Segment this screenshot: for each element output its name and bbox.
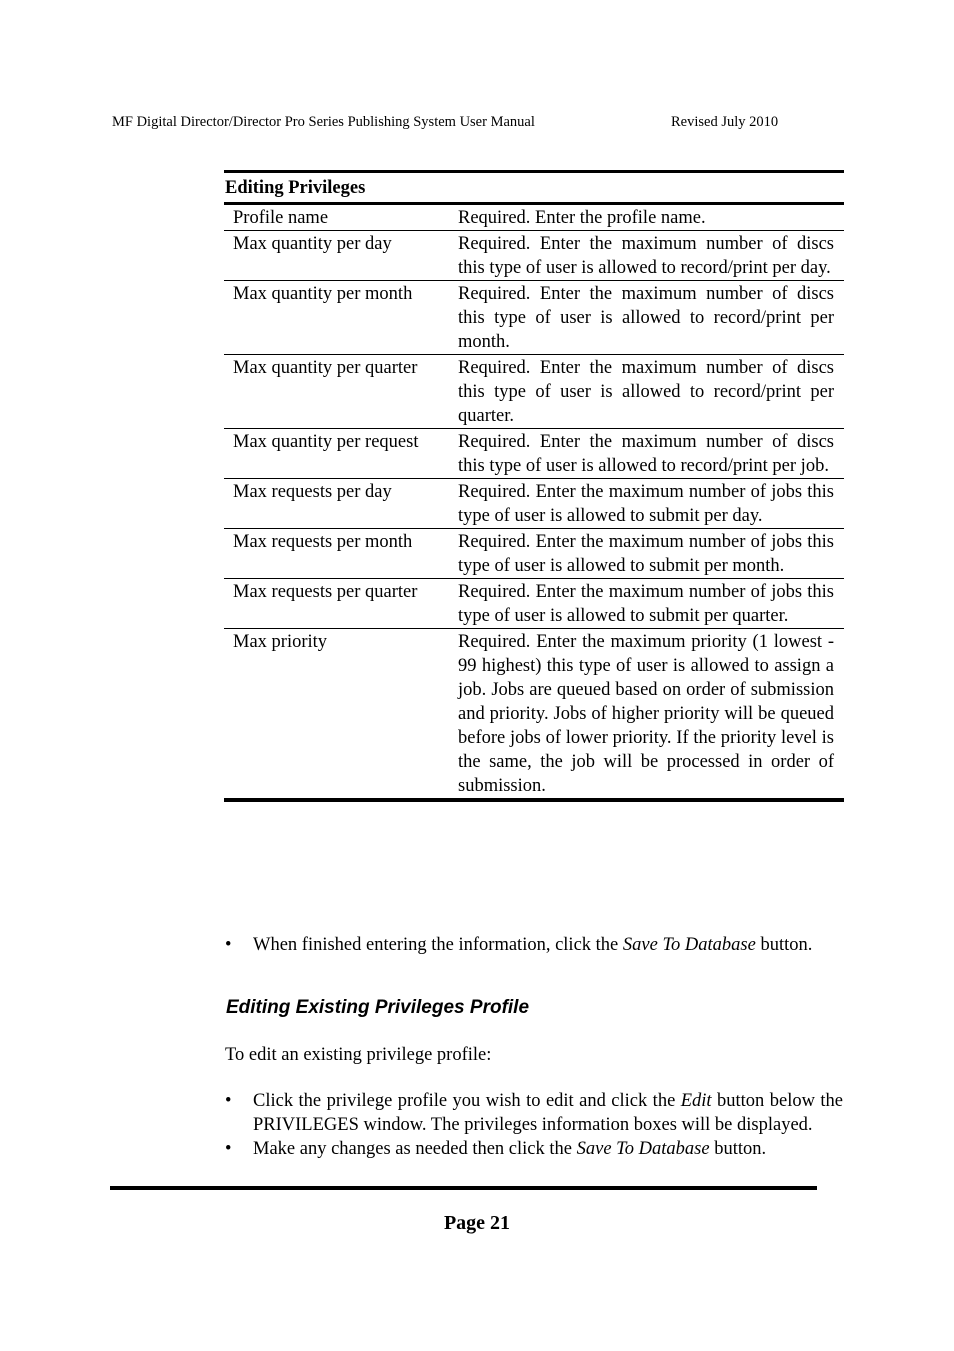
field-name: Profile name xyxy=(224,204,458,231)
editing-privileges-table xyxy=(224,170,844,802)
table-row xyxy=(224,355,844,429)
page-number: Page 21 xyxy=(443,1212,511,1234)
field-description: Required. Enter the maximum priority (1 lowest - 99 highest) this type of user is allowed to assign a job. Jobs are queued based on order of submission and priority. Jobs of higher priority will be queued before jobs of lower priority. If the priority level is the same, the job will be processed in order of submission. xyxy=(458,629,844,801)
field-description: Required. Enter the maximum number of jobs this type of user is allowed to submit per month. xyxy=(458,529,844,579)
field-description: Required. Enter the maximum number of jobs this type of user is allowed to submit per day. xyxy=(458,479,844,529)
field-name: Max priority xyxy=(224,629,458,801)
field-description: Required. Enter the maximum number of discs this type of user is allowed to record/print per month. xyxy=(458,281,844,355)
table-row xyxy=(224,529,844,579)
table-row xyxy=(224,629,844,801)
table-caption: Editing Privileges xyxy=(224,172,844,204)
table-row xyxy=(224,429,844,479)
table-row xyxy=(224,281,844,355)
bullet-icon: • xyxy=(225,1091,232,1111)
page-header xyxy=(112,114,812,134)
field-name: Max quantity per request xyxy=(224,429,458,479)
field-name: Max quantity per month xyxy=(224,281,458,355)
field-description: Required. Enter the maximum number of jobs this type of user is allowed to submit per quarter. xyxy=(458,579,844,629)
revision-date: Revised July 2010 xyxy=(671,114,779,130)
table-row xyxy=(224,231,844,281)
bullet-icon: • xyxy=(225,1139,232,1159)
field-name: Max quantity per quarter xyxy=(224,355,458,429)
list-item: • Click the privilege profile you wish to edit and click the Edit button below the PRIVILEGES window. The privileges information boxes will be displayed. xyxy=(225,1091,844,1135)
list-item: • Make any changes as needed then click the Save To Database button. xyxy=(225,1139,767,1159)
finish-instructions xyxy=(225,933,843,957)
button-reference: Save To Database xyxy=(576,1139,710,1159)
table-row xyxy=(224,479,844,529)
table-caption-row xyxy=(224,172,844,204)
edit-steps-list xyxy=(225,1089,843,1161)
bullet-icon: • xyxy=(225,935,232,955)
section-heading: Editing Existing Privileges Profile xyxy=(226,997,530,1018)
button-reference: Save To Database xyxy=(622,935,756,955)
field-name: Max quantity per day xyxy=(224,231,458,281)
list-item: • When finished entering the information, click the Save To Database button. xyxy=(225,935,813,955)
section-intro: To edit an existing privilege profile: xyxy=(225,1045,492,1065)
field-description: Required. Enter the maximum number of discs this type of user is allowed to record/print per job. xyxy=(458,429,844,479)
field-description: Required. Enter the maximum number of discs this type of user is allowed to record/print per day. xyxy=(458,231,844,281)
field-description: Required. Enter the profile name. xyxy=(458,204,844,231)
table-row xyxy=(224,579,844,629)
footer-divider xyxy=(110,1186,817,1190)
field-description: Required. Enter the maximum number of discs this type of user is allowed to record/print per quarter. xyxy=(458,355,844,429)
manual-title: MF Digital Director/Director Pro Series Publishing System User Manual xyxy=(112,114,535,130)
field-name: Max requests per day xyxy=(224,479,458,529)
table-row xyxy=(224,204,844,231)
field-name: Max requests per month xyxy=(224,529,458,579)
field-name: Max requests per quarter xyxy=(224,579,458,629)
button-reference: Edit xyxy=(680,1091,712,1111)
